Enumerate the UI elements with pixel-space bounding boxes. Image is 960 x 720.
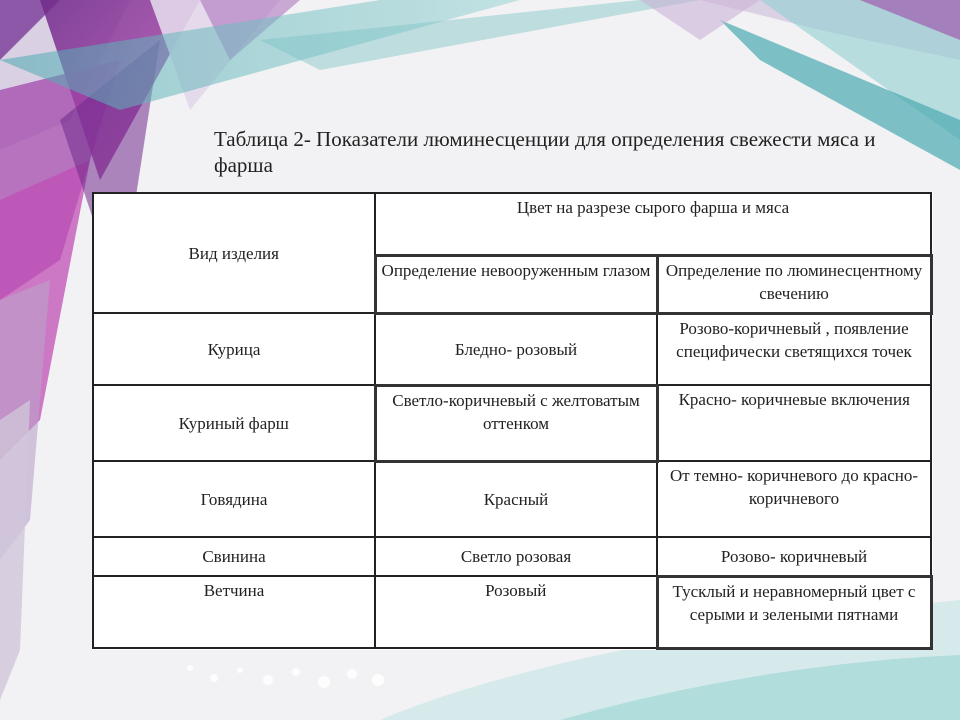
header-naked-eye: Определение невооруженным глазом	[375, 255, 657, 313]
cell-luminescent: От темно- коричневого до красно- коричневого	[657, 461, 931, 537]
header-color-group: Цвет на разрезе сырого фарша и мяса	[375, 193, 931, 255]
cell-naked-eye: Светло-коричневый с желтоватым оттенком	[375, 385, 657, 461]
table-row	[93, 461, 931, 537]
table-title: Таблица 2- Показатели люминесценции для определения свежести мяса и фарша	[214, 127, 876, 177]
cell-luminescent: Тусклый и неравномерный цвет с серыми и зелеными пятнами	[657, 576, 931, 648]
header-luminescent: Определение по люминесцентному свечению	[657, 255, 931, 313]
cell-product: Ветчина	[93, 576, 375, 648]
cell-product: Говядина	[93, 461, 375, 537]
cell-naked-eye: Светло розовая	[375, 537, 657, 576]
cell-product: Куриный фарш	[93, 385, 375, 461]
cell-naked-eye: Розовый	[375, 576, 657, 648]
table-row	[93, 385, 931, 461]
table-row	[93, 576, 931, 648]
cell-naked-eye: Красный	[375, 461, 657, 537]
table-row	[93, 313, 931, 385]
cell-product: Свинина	[93, 537, 375, 576]
cell-naked-eye: Бледно- розовый	[375, 313, 657, 385]
cell-luminescent: Розово-коричневый , появление специфически светящихся точек	[657, 313, 931, 385]
cell-luminescent: Розово- коричневый	[657, 537, 931, 576]
table-header-row	[93, 193, 931, 255]
header-product: Вид изделия	[93, 193, 375, 313]
cell-product: Курица	[93, 313, 375, 385]
table-row	[93, 537, 931, 576]
luminescence-table	[92, 192, 933, 650]
cell-luminescent: Красно- коричневые включения	[657, 385, 931, 461]
